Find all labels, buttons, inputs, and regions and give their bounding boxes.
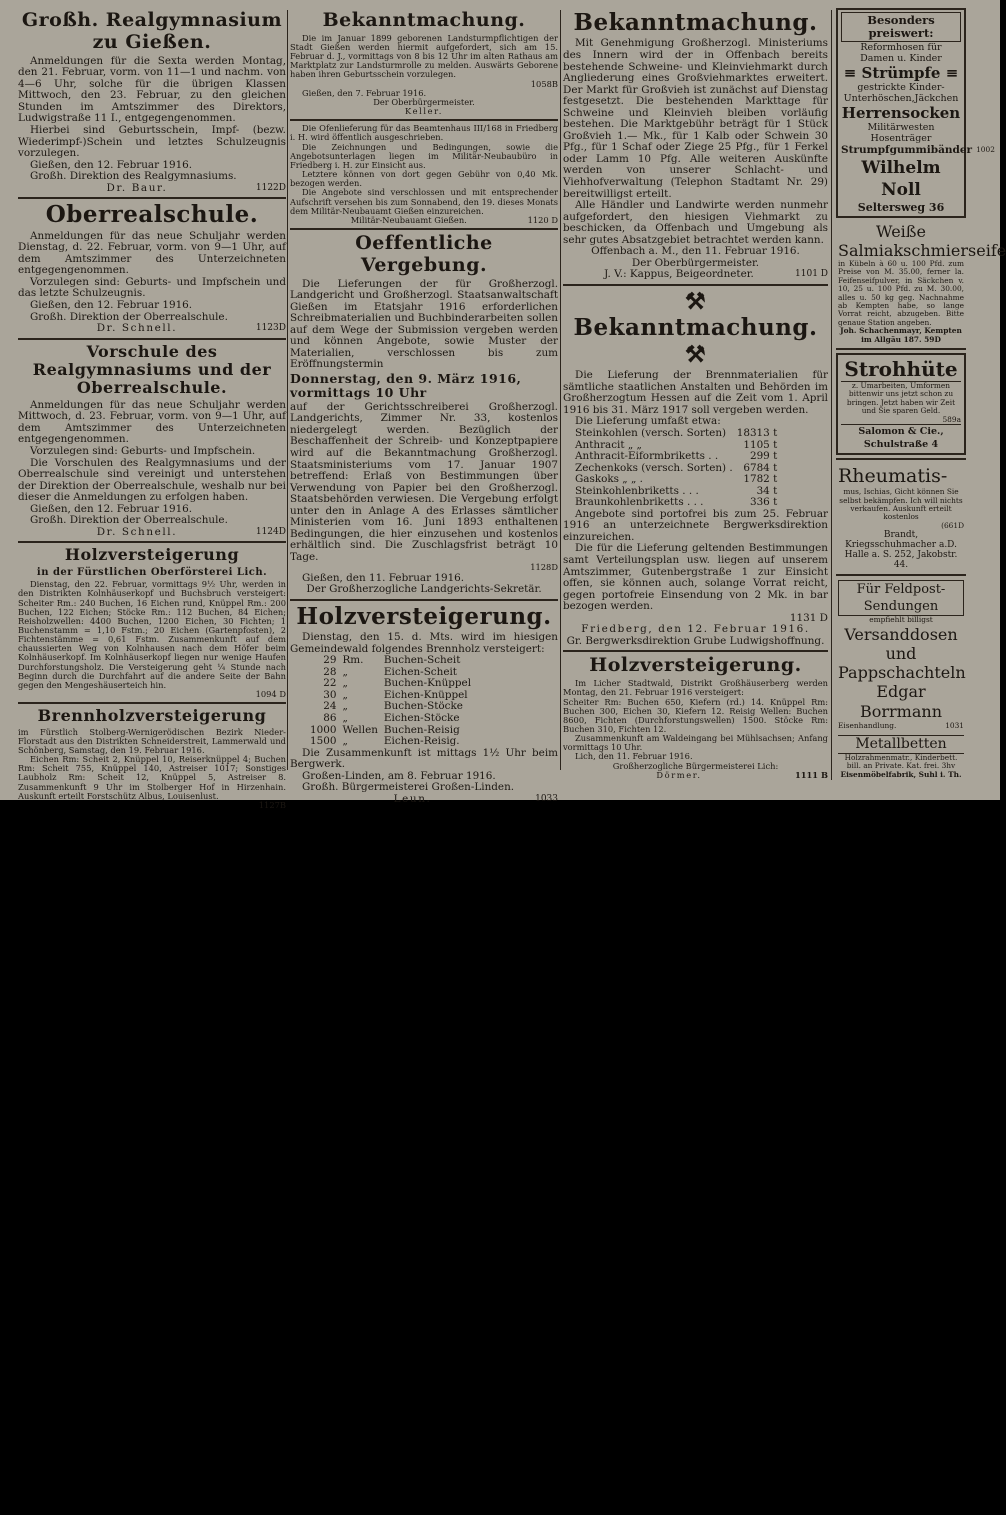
bekanntmachung-brennmaterial-heading-row (563, 289, 828, 368)
wood-qty: 86 (323, 711, 337, 724)
ofenlieferung-ref: 1120 D (527, 214, 558, 225)
holzversteigerung-lich-stadtwald-date: Lich, den 11. Februar 1916. (575, 751, 693, 762)
ad-noll-line: Unterhöschen,Jäckchen (843, 93, 959, 104)
bekanntmachung-offenbach-signature: J. V.: Kappus, Beigeordneter. (604, 268, 754, 281)
column-4 (836, 8, 1006, 783)
ad-schmierseife-ref: 59D (924, 334, 941, 344)
wood-desc: Eichen-Knüppel (383, 688, 468, 701)
wood-unit: „ (342, 677, 348, 690)
ad-noll-line: Strumpfgummibänder (841, 144, 973, 156)
brennholzversteigerung-heading: Brennholzversteigerung (37, 706, 267, 726)
holzversteigerung-lich-text: Dienstag, den 22. Februar, vormittags 9½ Uhr, werden in den Distrikten Kolnhäuserkopf und Buchsbruch versteigert: Scheiter Rm.: 240 Buchen, 16 Eichen rund, Knüppel Rm.: 200 Buchen, 122 Eichen; Stöcke Rm.: 112 Buchen, 84 Eichen; Reisholzwellen: 4400 Buchen, 1200 Eichen, 30 Fichten; 1 Buchenstamm = 1,10 Fstm.; 20 Eichen (Gartenpfosten), 2 Fichtenstämme = 0,61 Fstm. Zusammenkunft auf dem chaussierten Weg von Kolnhausen nach dem Höfer beim Kolnhäuserkopf. Im Kolnhäuserkopf liegen nur wenige Haufen Durchforstungsholz. Die Versteigerung geht ¼ Stunde nach Beginn durch die Durchfahrt auf die andere Seite der Bahn gegen den Mengeshäuserteich hin. (18, 579, 286, 690)
ad-strohhuete-ref: 589a (942, 414, 961, 424)
bekanntmachung-giessen-heading: Bekanntmachung. (322, 9, 526, 31)
wood-desc: Buchen-Knüppel (383, 677, 472, 690)
bekanntmachung-offenbach-date: Offenbach a. M., den 11. Februar 1916. (591, 245, 800, 258)
fuel-row (575, 474, 781, 486)
divider (290, 119, 558, 121)
brennholzversteigerung-text: im Fürstlich Stolberg-Wernigerödischen Bezirk Nieder-Florstadt aus den Distrikten Schneiderstreit, Lammerwald und Schönberg, Samstag, den 19. Februar 1916. (18, 726, 286, 755)
divider (18, 702, 286, 704)
holzversteigerung-lich-stadtwald-ref: 1111 B (794, 769, 828, 780)
oeffentliche-vergebung-deadline: Donnerstag, den 9. März 1916, vormittags 10 Uhr (290, 371, 522, 401)
wood-desc: Eichen-Stöcke (383, 711, 460, 724)
ad-feldpost-row (838, 722, 964, 730)
vorschule-heading: Vorschule des Realgymnasiums und der Oberrealschule. (32, 341, 272, 398)
wood-unit: Rm. (342, 654, 364, 667)
holzversteigerung-lich-stadtwald-heading: Holzversteigerung. (589, 654, 802, 677)
realgymnasium-text: Anmeldungen für die Sexta werden Montag, den 21. Februar, vorm. von 11—1 und nachm. von 4—6 Uhr, solche für die übrigen Klassen Mittwoch, den 23. Februar, zu den gleichen Stunden im Amtszimmer des Direktors, Ludwigstraße 11 I., entgegengenommen. (18, 54, 286, 125)
ad-noll-address: Seltersweg 36 (857, 201, 945, 214)
column-3 (563, 8, 828, 780)
ofenlieferung-text: Die Ofenlieferung für das Beamtenhaus III/168 in Friedberg i. H. wird öffentlich ausgeschrieben. (290, 123, 558, 143)
bekanntmachung-offenbach-signature-row (563, 269, 828, 281)
crossed-hammers-icon: ⚒ (684, 287, 707, 315)
divider (836, 458, 966, 460)
brennmaterial-table (575, 428, 781, 509)
ad-schmierseife-name: Joh. Schachenmayr, Kempten im Allgäu 187. (840, 326, 962, 344)
fuel-name: Steinkohlenbriketts . . . (575, 484, 699, 497)
oeffentliche-vergebung-text: Die Lieferungen der für Großherzogl. Landgericht und Großherzogl. Staatsanwaltschaft Gießen im Etatsjahr 1916 erforderlichen Schreibmaterialien und Buchbinderarbeiten sollen auf dem Wege der Submission vergeben werden und können Angebote, sowie Muster der Materialien, verschlossen bis zum Eröffnungstermin (290, 277, 558, 371)
bekanntmachung-brennmaterial-date: Friedberg, den 12. Februar 1916. (581, 623, 810, 636)
column-rule (287, 10, 288, 770)
vorschule-signature: Dr. Schnell. (96, 525, 178, 538)
bekanntmachung-brennmaterial-org: Gr. Bergwerksdirektion Grube Ludwigshoffnung. (566, 634, 825, 647)
column-2 (290, 8, 558, 805)
column-rule (560, 10, 561, 770)
holzversteigerung-linden-text: Dienstag, den 15. d. Mts. wird im hiesigen Gemeindewald folgendes Brennholz versteigert: (290, 631, 558, 655)
fuel-qty: 299 t (749, 450, 778, 463)
fuel-name: Braunkohlenbriketts . . . (575, 496, 704, 509)
divider (563, 650, 828, 652)
wood-qty: 22 (323, 677, 337, 690)
realgymnasium-signature-row (18, 183, 286, 195)
wood-unit: „ (342, 688, 348, 701)
ad-strohhuete-head: Strohhüte (841, 357, 961, 382)
ad-noll-name: Wilhelm Noll (861, 158, 941, 200)
ad-noll-strumpfe-label: Strümpfe (861, 64, 941, 82)
bekanntmachung-offenbach-org: Der Oberbürgermeister. (631, 256, 760, 269)
holzversteigerung-lich-stadtwald-signature-row (563, 771, 828, 780)
ofenlieferung-text-3: Letztere können von dort gegen Gebühr von 0,40 Mk. bezogen werden. (290, 169, 558, 189)
holzversteigerung-linden-text-2: Die Zusammenkunft ist mittags 1½ Uhr beim Bergwerk. (290, 746, 558, 771)
bekanntmachung-brennmaterial-text-2: Angebote sind portofrei bis zum 25. Februar 1916 an unterzeichnete Bergwerksdirektion einzureichen. (563, 507, 828, 543)
wood-qty: 28 (323, 665, 337, 678)
bekanntmachung-giessen-signature: Keller. (405, 106, 443, 117)
realgymnasium-text-2: Hierbei sind Geburtsschein, Impf- (bezw. Wiederimpf-)Schein und letztes Schulzeugnis vorzulegen. (18, 123, 286, 160)
divider (563, 284, 828, 286)
ad-strohhuete-name: Salomon & Cie., Schulstraße 4 (841, 424, 961, 451)
wood-qty: 30 (323, 688, 337, 701)
realgymnasium-org: Großh. Direktion des Realgymnasiums. (30, 170, 237, 183)
holzversteigerung-linden-signature: Leun. (393, 792, 432, 805)
fuel-name: Anthracit „ „ (575, 438, 642, 451)
vorschule-ref: 1124D (255, 526, 286, 537)
divider (836, 348, 966, 350)
holzversteigerung-lich-stadtwald-signature: Dörmer. (656, 769, 702, 780)
wood-unit: Wellen (342, 723, 378, 736)
vorschule-text-3: Die Vorschulen des Realgymnasiums und der Oberrealschule sind vereinigt und unterstehen der Direktion der Oberrealschule, weshalb nur bei dieser die Anmeldungen zu erfolgen haben. (18, 456, 286, 504)
ad-metallbetten-head: Metallbetten (838, 735, 964, 754)
ad-feldpost-line: Versanddosen und (844, 624, 958, 663)
ad-noll-line: Hosenträger (870, 133, 932, 144)
ad-noll-line: Militärwesten (867, 122, 935, 133)
fuel-qty: 18313 t (736, 426, 778, 439)
wood-unit: „ (342, 711, 348, 724)
ad-metallbetten-name: Eisenmöbelfabrik, Suhl i. Th. (840, 769, 962, 779)
ad-noll-head: Besonders preiswert: (841, 12, 961, 42)
ad-strohhuete (836, 353, 966, 455)
fuel-qty: 1782 t (743, 473, 778, 486)
vorschule-date: Gießen, den 12. Februar 1916. (30, 502, 193, 515)
holzversteigerung-lich-stadtwald-text-2: Scheiter Rm: Buchen 650, Kiefern (rd.) 14. Knüppel Rm: Buchen 300, Eichen 30, Kiefern 12. Reisig Wellen: Buchen 8600, Fichten (Durchforstungswellen) 1500. Stöcke Rm: Buchen 310, Fichten 12. (563, 696, 828, 734)
vorschule-org: Großh. Direktion der Oberrealschule. (30, 514, 228, 527)
holzversteigerung-lich-heading: Holzversteigerung (64, 545, 240, 565)
divider (290, 599, 558, 601)
wood-unit: „ (342, 735, 348, 748)
ad-schmierseife-text: in Kübeln à 60 u. 100 Pfd. zum Preise von M. 35.00, ferner la. Feifenseifpulver, in Säckchen v. 10, 25 u. 100 Pfd. zu M. 30.00, alles u. 50 kg geg. Nachnahme ab Kempten habe, so lange Vorrat reicht, abzugeben. Bitte genaue Station angeben. (838, 259, 964, 327)
vorschule-signature-row (18, 527, 286, 539)
ad-rheumatis-ref: (661D (941, 520, 964, 530)
realgymnasium-date: Gießen, den 12. Februar 1916. (30, 158, 193, 171)
bekanntmachung-offenbach-text: Mit Genehmigung Großherzogl. Ministeriums des Innern wird der in Offenbach bereits bestehende Schweine- und Kleinviehmarkt durch Angliederung eines Großviehmarktes erweitert. Der Markt für Großvieh ist zunächst auf Dienstag festgesetzt. Die bestehenden Markttage für Schweine und Kleinvieh bleiben vorläufig bestehen. Die Marktgebühr beträgt für 1 Stück Großvieh 1.— Mk., für 1 Kalb oder Schwein 30 Pfg., für 1 Schaf oder Ziege 25 Pfg., für 1 Ferkel oder Lamm 10 Pfg. Alle weiteren Auskünfte werden von unserer Schlacht- und Viehhofverwaltung (Telephon Stadtamt Nr. 29) bereitwilligst erteilt. (563, 37, 828, 200)
ofenlieferung-text-2: Die Zeichnungen und Bedingungen, sowie die Angebotsunterlagen liegen im Militär-Neubaubüro in Friedberg i. H. zur Einsicht aus. (290, 141, 558, 170)
oberrealschule-text-2: Vorzulegen sind: Geburts- und Impfschein und das letzte Schulzeugnis. (18, 275, 286, 300)
holzversteigerung-linden-signature-row (290, 794, 558, 806)
ad-feldpost-line: Pappschachteln (838, 662, 966, 682)
holzversteigerung-linden-table (310, 655, 477, 747)
ofenlieferung-org-row (290, 216, 558, 225)
wood-desc: Buchen-Stöcke (383, 700, 463, 713)
wood-qty: 29 (323, 654, 337, 667)
bekanntmachung-brennmaterial-heading: Bekanntmachung. (573, 314, 818, 342)
ad-feldpost (836, 579, 966, 731)
ad-rheumatis-address: Halle a. S. 252, Jakobstr. 44. (844, 550, 958, 571)
fuel-qty: 34 t (756, 484, 778, 497)
ad-noll-strumpfe: ≡ Strümpfe ≡ (843, 64, 959, 82)
vorschule-text-2: Vorzulegen sind: Geburts- und Impfschein. (30, 444, 256, 457)
fuel-name: Steinkohlen (versch. Sorten) (575, 426, 727, 439)
oeffentliche-vergebung-heading: Oeffentliche Vergebung. (355, 231, 493, 276)
oberrealschule-ref: 1123D (255, 323, 286, 334)
ad-schmierseife-head: Weiße Salmiakschmierseife (838, 222, 1006, 260)
oberrealschule-org: Großh. Direktion der Oberrealschule. (30, 310, 228, 323)
oberrealschule-signature-row (18, 323, 286, 335)
fuel-qty: 1105 t (743, 438, 778, 451)
fuel-name: Zechenkoks (versch. Sorten) . (575, 461, 733, 474)
column-rule (831, 10, 832, 780)
oberrealschule-date: Gießen, den 12. Februar 1916. (30, 298, 193, 311)
oeffentliche-vergebung-date: Gießen, den 11. Februar 1916. (302, 571, 465, 584)
bekanntmachung-offenbach-ref: 1101 D (795, 269, 828, 280)
ad-noll-row (841, 144, 995, 157)
ad-schmierseife-name-row (838, 327, 964, 344)
fuel-name: Anthracit-Eiformbriketts . . (575, 450, 719, 463)
ad-metallbetten-text-row (838, 754, 964, 771)
ad-noll (836, 8, 995, 218)
ad-feldpost-line: empfiehlt billigst (869, 615, 933, 625)
bekanntmachung-brennmaterial-text-3: Die für die Lieferung geltenden Bestimmungen samt Verteilungsplan usw. liegen auf unserem Amtszimmer, Gutenbergstraße 1 zur Einsicht offen, sie können auch, solange Vorrat reicht, gegen portofreie Einsendung von 2 Mk. in bar bezogen werden. (563, 542, 828, 613)
holzversteigerung-lich-stadtwald-text-3: Zusammenkunft am Waldeingang bei Mühlsachsen; Anfang vormittags 10 Uhr. (563, 733, 828, 753)
fuel-row (575, 451, 781, 463)
wood-row (310, 713, 477, 725)
wood-desc: Eichen-Reisig. (383, 735, 460, 748)
ad-noll-line: Damen u. Kinder (860, 53, 942, 64)
ofenlieferung-text-4: Die Angebote sind verschlossen und mit entsprechender Aufschrift versehen bis zum Sonnabend, den 19. dieses Monats dem Militär-Neubauamt Gießen einzureichen. (290, 187, 558, 216)
ad-feldpost-ref: 1031 (945, 720, 964, 730)
holzversteigerung-lich-subheading: in der Fürstlichen Oberförsterei Lich. (36, 566, 268, 578)
divider (18, 338, 286, 340)
wood-desc: Buchen-Reisig (383, 723, 460, 736)
holzversteigerung-linden-org: Großh. Bürgermeisterei Großen-Linden. (302, 781, 515, 794)
holzversteigerung-linden-ref: 1033 (535, 793, 558, 804)
bekanntmachung-offenbach-text-2: Alle Händler und Landwirte werden nunmehr aufgefordert, den hiesigen Viehmarkt zu beschicken, da Offenbach und Umgebung als sehr gutes Absatzgebiet betrachtet werden kann. (563, 199, 828, 246)
bekanntmachung-giessen-org: Der Oberbürgermeister. (373, 96, 475, 107)
ad-rheumatis (836, 463, 966, 571)
wood-qty: 24 (323, 700, 337, 713)
ad-noll-herrensocken: Herrensocken (841, 104, 961, 122)
realgymnasium-heading: Großh. Realgymnasium zu Gießen. (21, 9, 283, 53)
fuel-qty: 6784 t (743, 461, 778, 474)
fuel-name: Gaskoks „ „ . (575, 473, 643, 486)
brennholzversteigerung-text-2: Eichen Rm: Scheit 2, Knüppel 10, Reiserknüppel 4; Buchen Rm: Scheit 755, Knüppel 140, Astreiser 1017; Sonstiges Laubholz Rm: Scheit 12, Knüppel 5, Astreiser 8. Zusammenkunft 9 Uhr im Stolberger Hof in Hirzenhain. Auskunft erteilt Forstschütz Albus, Louisenlust. (18, 754, 286, 801)
oberrealschule-heading: Oberrealschule. (45, 201, 259, 229)
oeffentliche-vergebung-org: Der Großherzogliche Landgerichts-Sekretär. (306, 583, 542, 596)
holzversteigerung-lich-stadtwald-org: Großherzogliche Bürgermeisterei Lich: (612, 760, 779, 771)
ad-strohhuete-text: z. Umarbeiten, Umformen bittenwir uns jetzt schon zu bringen. Jetzt haben wir Zeit und Sie sparen Geld. (846, 381, 956, 416)
fuel-row (575, 428, 781, 440)
column-1 (18, 8, 286, 810)
holzversteigerung-lich-ref: 1094 D (255, 689, 286, 700)
wood-qty: 1500 (310, 735, 337, 748)
oeffentliche-vergebung-text-2: auf der Gerichtsschreiberei Großherzogl. Landgerichts, Zimmer Nr. 33, kostenlos niedergelegt werden. Bezüglich der Beschaffenheit der Schreib- und Konzeptpapiere wird auf die Bekanntmachung Großherzogl. Staatsministeriums vom 17. Januar 1907 betreffend: Erlaß von Bestimmungen über Verwendung von Papier bei den Großherzogl. Staatsbehörden verwiesen. Die Vergebung erfolgt unter den in Anlage A des Erlasses sämtlicher Ministerien vom 16. Juni 1893 enthaltenen Bedingungen, die hier einzusehen und kostenlos erhältlich sind. Die Zuschlagsfrist beträgt 10 Tage. (290, 400, 558, 563)
holzversteigerung-linden-heading: Holzversteigerung. (296, 602, 552, 630)
oeffentliche-vergebung-ref: 1128D (530, 562, 558, 573)
ad-feldpost-head: Für Feldpost-Sendungen (838, 580, 964, 616)
wood-unit: „ (342, 665, 348, 678)
ad-noll-line: gestrickte Kinder- (857, 82, 945, 93)
divider (18, 197, 286, 199)
wood-desc: Eichen-Scheit (383, 665, 457, 678)
ad-noll-ref: 1002 (976, 145, 995, 155)
wood-unit: „ (342, 700, 348, 713)
ad-rheumatis-text: mus, Ischias, Gicht können Sie selbst bekämpfen. Ich will nichts verkaufen. Auskunft erteilt kostenlos (839, 487, 963, 522)
divider (836, 574, 966, 576)
ad-metallbetten-text: Holzrahmenmatr., Kinderbett. bill. an Private. Kat. frei. (844, 752, 958, 771)
crossed-hammers-icon: ⚒ (684, 340, 707, 368)
bekanntmachung-brennmaterial-text: Die Lieferung der Brennmaterialien für sämtliche staatlichen Anstalten und Behörden im Großherzogtum Hessen auf die Zeit vom 1. April 1916 bis 31. März 1917 soll vergeben werden. (563, 369, 828, 416)
realgymnasium-signature: Dr. Baur. (106, 181, 168, 194)
brennholzversteigerung-ref: 1127B (258, 799, 286, 810)
divider (290, 228, 558, 230)
bekanntmachung-offenbach-heading: Bekanntmachung. (573, 9, 818, 36)
ad-feldpost-line: Eisenhandlung. (838, 720, 897, 730)
ad-rheumatis-head: Rheumatis- (838, 465, 948, 488)
bekanntmachung-giessen-text: Die im Januar 1899 geborenen Landsturmpflichtigen der Stadt Gießen werden hiermit aufgefordert, sich am 15. Februar d. J., vormittags von 8 bis 12 Uhr im alten Rathaus am Marktplatz zur Landsturmrolle zu melden. Auswärts Geborene haben ihren Geburtsschein vorzulegen. (290, 32, 558, 80)
holzversteigerung-lich-stadtwald-text: Im Licher Stadtwald, Distrikt Großhäuserberg werden Montag, den 21. Februar 1916 versteigert: (563, 678, 828, 698)
bekanntmachung-brennmaterial-intro: Die Lieferung umfaßt etwa: (575, 415, 721, 428)
bekanntmachung-giessen-date: Gießen, den 7. Februar 1916. (302, 87, 427, 98)
ad-feldpost-name: Edgar Borrmann (859, 681, 942, 721)
wood-row (310, 736, 477, 748)
ofenlieferung-org: Militär-Neubauamt Gießen. (350, 214, 467, 225)
bekanntmachung-giessen-ref: 1058B (530, 78, 558, 89)
wood-desc: Buchen-Scheit (383, 654, 461, 667)
fuel-qty: 336 t (749, 496, 778, 509)
ad-noll-line: Reformhosen für (860, 42, 942, 53)
ad-metallbetten (836, 734, 966, 780)
ad-metallbetten-ref: 3hv (941, 761, 956, 771)
oberrealschule-text: Anmeldungen für das neue Schuljahr werden Dienstag, d. 22. Februar, vorm. von 9—1 Uhr, auf dem Amtszimmer des Unterzeichneten entgegengenommen. (18, 229, 286, 277)
bekanntmachung-brennmaterial-ref: 1131 D (789, 611, 828, 624)
ad-schmierseife (836, 221, 1006, 345)
wood-qty: 1000 (310, 723, 337, 736)
vorschule-text: Anmeldungen für das neue Schuljahr werden Mittwoch, d. 23. Februar, vorm. von 9—1 Uhr, auf dem Amtszimmer des Unterzeichneten entgegengenommen. (18, 398, 286, 446)
holzversteigerung-linden-date: Großen-Linden, am 8. Februar 1916. (302, 769, 496, 782)
divider (18, 541, 286, 543)
ad-rheumatis-name: Brandt, Kriegsschuhmacher a.D. (845, 530, 957, 551)
oberrealschule-signature: Dr. Schnell. (96, 322, 178, 335)
realgymnasium-ref: 1122D (255, 182, 286, 193)
